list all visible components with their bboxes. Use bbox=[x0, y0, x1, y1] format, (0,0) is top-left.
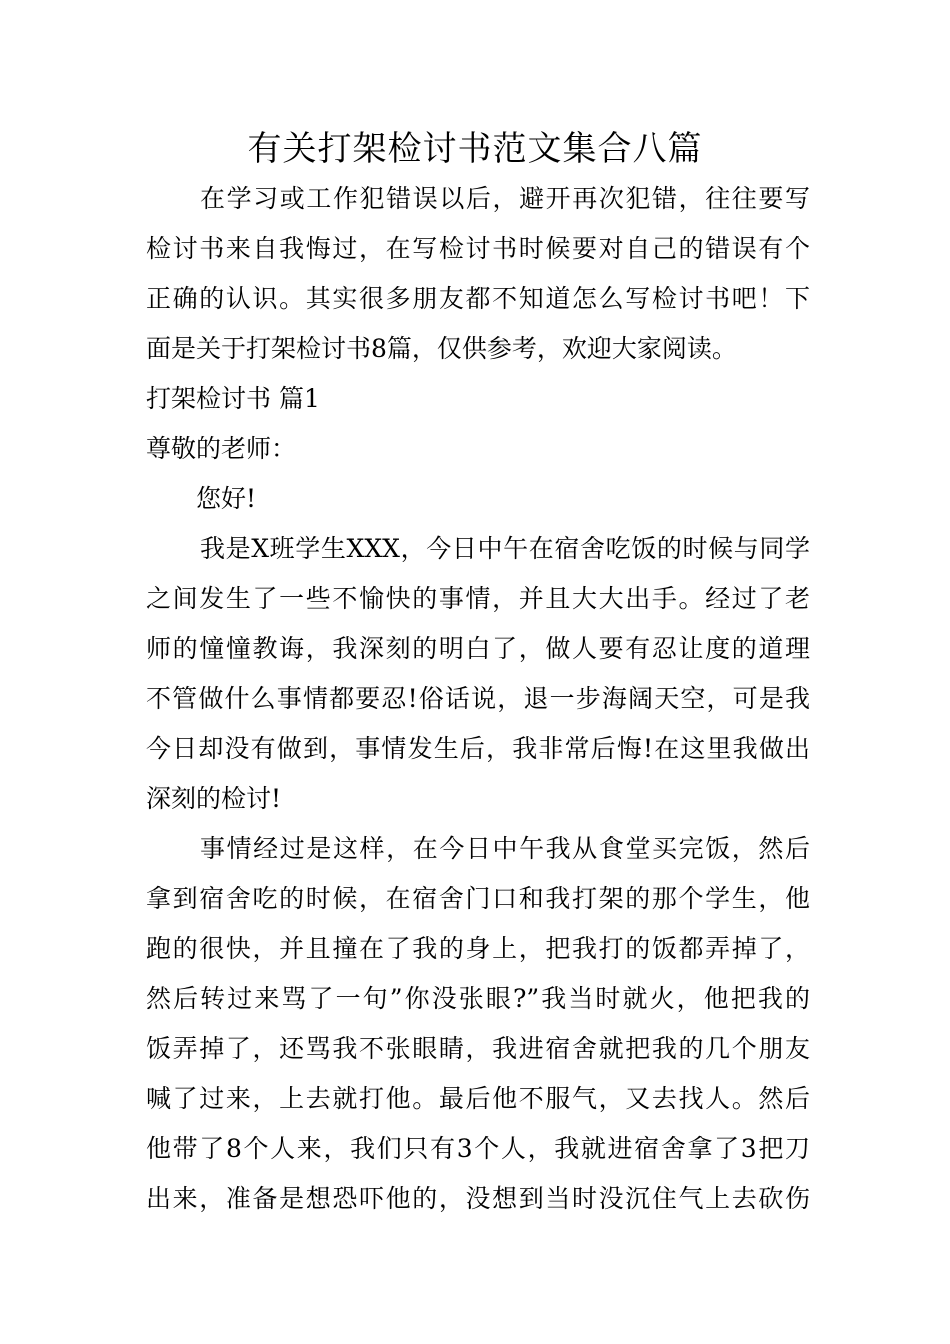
paragraph-line: 今日却没有做到，事情发生后，我非常后悔!在这里我做出 bbox=[146, 734, 810, 763]
paragraph-line: 之间发生了一些不愉快的事情，并且大大出手。经过了老 bbox=[146, 584, 810, 613]
paragraph-line: 拿到宿舍吃的时候，在宿舍门口和我打架的那个学生，他 bbox=[146, 884, 810, 913]
paragraph-line: 不管做什么事情都要忍!俗话说，退一步海阔天空，可是我 bbox=[146, 684, 810, 713]
paragraph-line: 饭弄掉了，还骂我不张眼睛，我进宿舍就把我的几个朋友 bbox=[146, 1034, 810, 1063]
intro-line: 在学习或工作犯错误以后，避开再次犯错，往往要写 bbox=[200, 184, 810, 213]
paragraph-line: 深刻的检讨! bbox=[146, 784, 282, 813]
paragraph-line: 跑的很快，并且撞在了我的身上，把我打的饭都弄掉了， bbox=[146, 934, 810, 963]
paragraph-line: 事情经过是这样，在今日中午我从食堂买完饭，然后 bbox=[200, 834, 810, 863]
paragraph-line: 他带了8个人来，我们只有3个人，我就进宿舍拿了3把刀 bbox=[146, 1134, 810, 1163]
paragraph-line: 师的憧憧教诲，我深刻的明白了，做人要有忍让度的道理 bbox=[146, 634, 810, 663]
intro-line: 正确的认识。其实很多朋友都不知道怎么写检讨书吧！下 bbox=[146, 284, 810, 313]
document-title: 有关打架检讨书范文集合八篇 bbox=[247, 129, 703, 169]
intro-line: 检讨书来自我悔过，在写检讨书时候要对自己的错误有个 bbox=[146, 234, 810, 263]
salutation: 尊敬的老师： bbox=[146, 434, 297, 463]
intro-line: 面是关于打架检讨书8篇，仅供参考，欢迎大家阅读。 bbox=[146, 334, 737, 363]
paragraph-line: 出来，准备是想恐吓他的，没想到当时没沉住气上去砍伤 bbox=[146, 1184, 810, 1213]
section-heading: 打架检讨书 篇1 bbox=[146, 384, 320, 413]
paragraph-line: 喊了过来，上去就打他。最后他不服气，又去找人。然后 bbox=[146, 1084, 810, 1113]
paragraph-line: 我是X班学生XXX，今日中午在宿舍吃饭的时候与同学 bbox=[200, 534, 810, 563]
paragraph-line: 然后转过来骂了一句”你没张眼?”我当时就火，他把我的 bbox=[146, 984, 810, 1013]
greeting: 您好! bbox=[196, 484, 257, 513]
